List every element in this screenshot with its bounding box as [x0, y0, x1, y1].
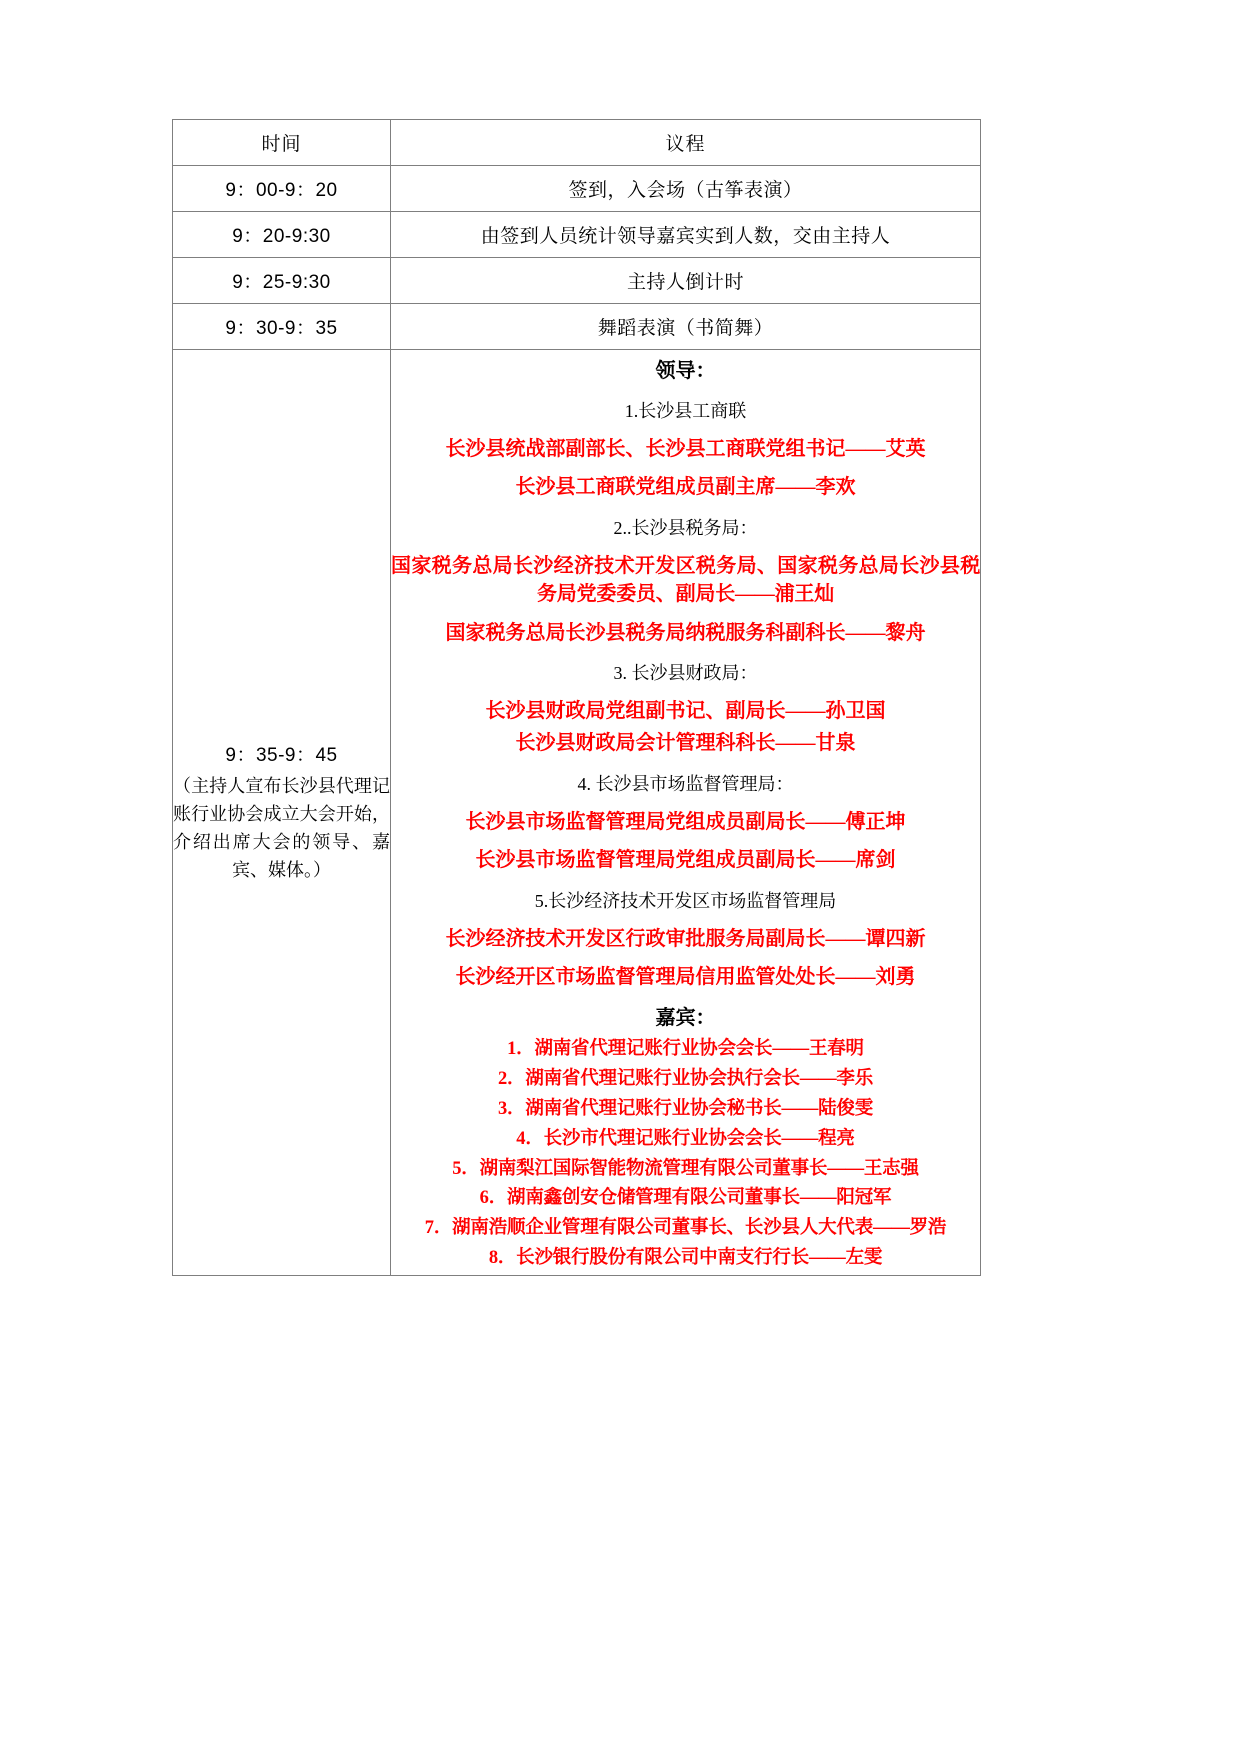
row-agenda-value: 由签到人员统计领导嘉宾实到人数，交由主持人 [480, 226, 891, 247]
section-heading: 2..长沙县税务局： [613, 517, 758, 538]
leader-entry: 长沙县市场监督管理局党组成员副局长——席剑 [475, 849, 896, 872]
header-cell-time [173, 120, 391, 166]
leader-entry: 长沙县统战部副部长、长沙县工商联党组书记——艾英 [445, 438, 926, 460]
leader-entry: 国家税务总局长沙经济技术开发区税务局、国家税务总局长沙县税务局党委委员、副局长——浦王灿 [391, 554, 980, 606]
guest-entry: 3．湖南省代理记账行业协会秘书长——陆俊雯 [497, 1098, 874, 1119]
table-header-row [173, 120, 981, 166]
cell-agenda [391, 212, 981, 258]
section-heading: 4. 长沙县市场监督管理局： [577, 773, 794, 794]
cell-agenda [391, 258, 981, 304]
leader-entry: 长沙县市场监督管理局党组成员副局长——傅正坤 [465, 810, 906, 833]
detail-time-value: 9：35-9：45 [225, 745, 338, 767]
header-agenda-label: 议程 [665, 134, 706, 155]
guest-entry: 7．湖南浩顺企业管理有限公司董事长、长沙县人大代表——罗浩 [424, 1218, 947, 1239]
cell-time-detail [173, 350, 391, 1276]
leader-section-1 [391, 397, 980, 502]
leader-section-2 [391, 514, 980, 647]
guest-entry: 6．湖南鑫创安仓储管理有限公司董事长——阳冠军 [479, 1188, 892, 1209]
row-agenda-value: 主持人倒计时 [626, 272, 744, 293]
cell-time [173, 166, 391, 212]
agenda-table [172, 119, 981, 1276]
section-heading: 5.长沙经济技术开发区市场监督管理局 [534, 890, 837, 911]
leader-section-4 [391, 770, 980, 875]
header-cell-agenda [391, 120, 981, 166]
guest-entry: 2．湖南省代理记账行业协会执行会长——李乐 [497, 1069, 874, 1090]
section-heading: 3. 长沙县财政局： [613, 662, 758, 683]
row-time-value: 9：25-9:30 [232, 272, 331, 293]
cell-agenda [391, 304, 981, 350]
table-row-detail [173, 350, 981, 1276]
section-heading: 1.长沙县工商联 [624, 401, 747, 421]
leader-entry: 国家税务总局长沙县税务局纳税服务科副科长——黎舟 [445, 621, 926, 644]
table-row [173, 166, 981, 212]
row-agenda-value: 签到，入会场（古筝表演） [568, 180, 803, 201]
detail-time-note: （主持人宣布长沙县代理记账行业协会成立大会开始，介绍出席大会的领导、嘉宾、媒体。） [173, 776, 390, 880]
row-agenda-value: 舞蹈表演（书简舞） [597, 318, 774, 339]
cell-time [173, 212, 391, 258]
leader-entry: 长沙经开区市场监督管理局信用监管处处长——刘勇 [455, 965, 916, 988]
cell-agenda-detail [391, 350, 981, 1276]
cell-agenda [391, 166, 981, 212]
table-row [173, 212, 981, 258]
guest-entry: 5．湖南梨江国际智能物流管理有限公司董事长——王志强 [452, 1158, 919, 1179]
row-time-value: 9：20-9:30 [232, 226, 331, 247]
row-time-value: 9：30-9：35 [225, 318, 338, 339]
guest-entry: 4．长沙市代理记账行业协会会长——程亮 [516, 1128, 855, 1149]
leader-section-3 [391, 659, 980, 758]
row-time-value: 9：00-9：20 [225, 180, 338, 201]
cell-time [173, 258, 391, 304]
header-time-label: 时间 [261, 134, 302, 155]
table-row [173, 304, 981, 350]
leader-entry: 长沙县财政局党组副书记、副局长——孙卫国 [485, 699, 886, 722]
table-row [173, 258, 981, 304]
guest-entry: 1．湖南省代理记账行业协会会长——王春明 [507, 1039, 864, 1060]
leader-entry: 长沙县财政局会计管理科科长——甘泉 [515, 732, 856, 755]
leader-entry: 长沙县工商联党组成员副主席——李欢 [515, 476, 856, 499]
leader-section-5 [391, 887, 980, 992]
guest-entry: 8．长沙银行股份有限公司中南支行行长——左雯 [488, 1247, 883, 1268]
leader-entry: 长沙经济技术开发区行政审批服务局副局长——谭四新 [445, 927, 926, 950]
cell-time [173, 304, 391, 350]
leaders-title: 领导： [655, 360, 716, 382]
guests-title: 嘉宾： [655, 1007, 716, 1030]
